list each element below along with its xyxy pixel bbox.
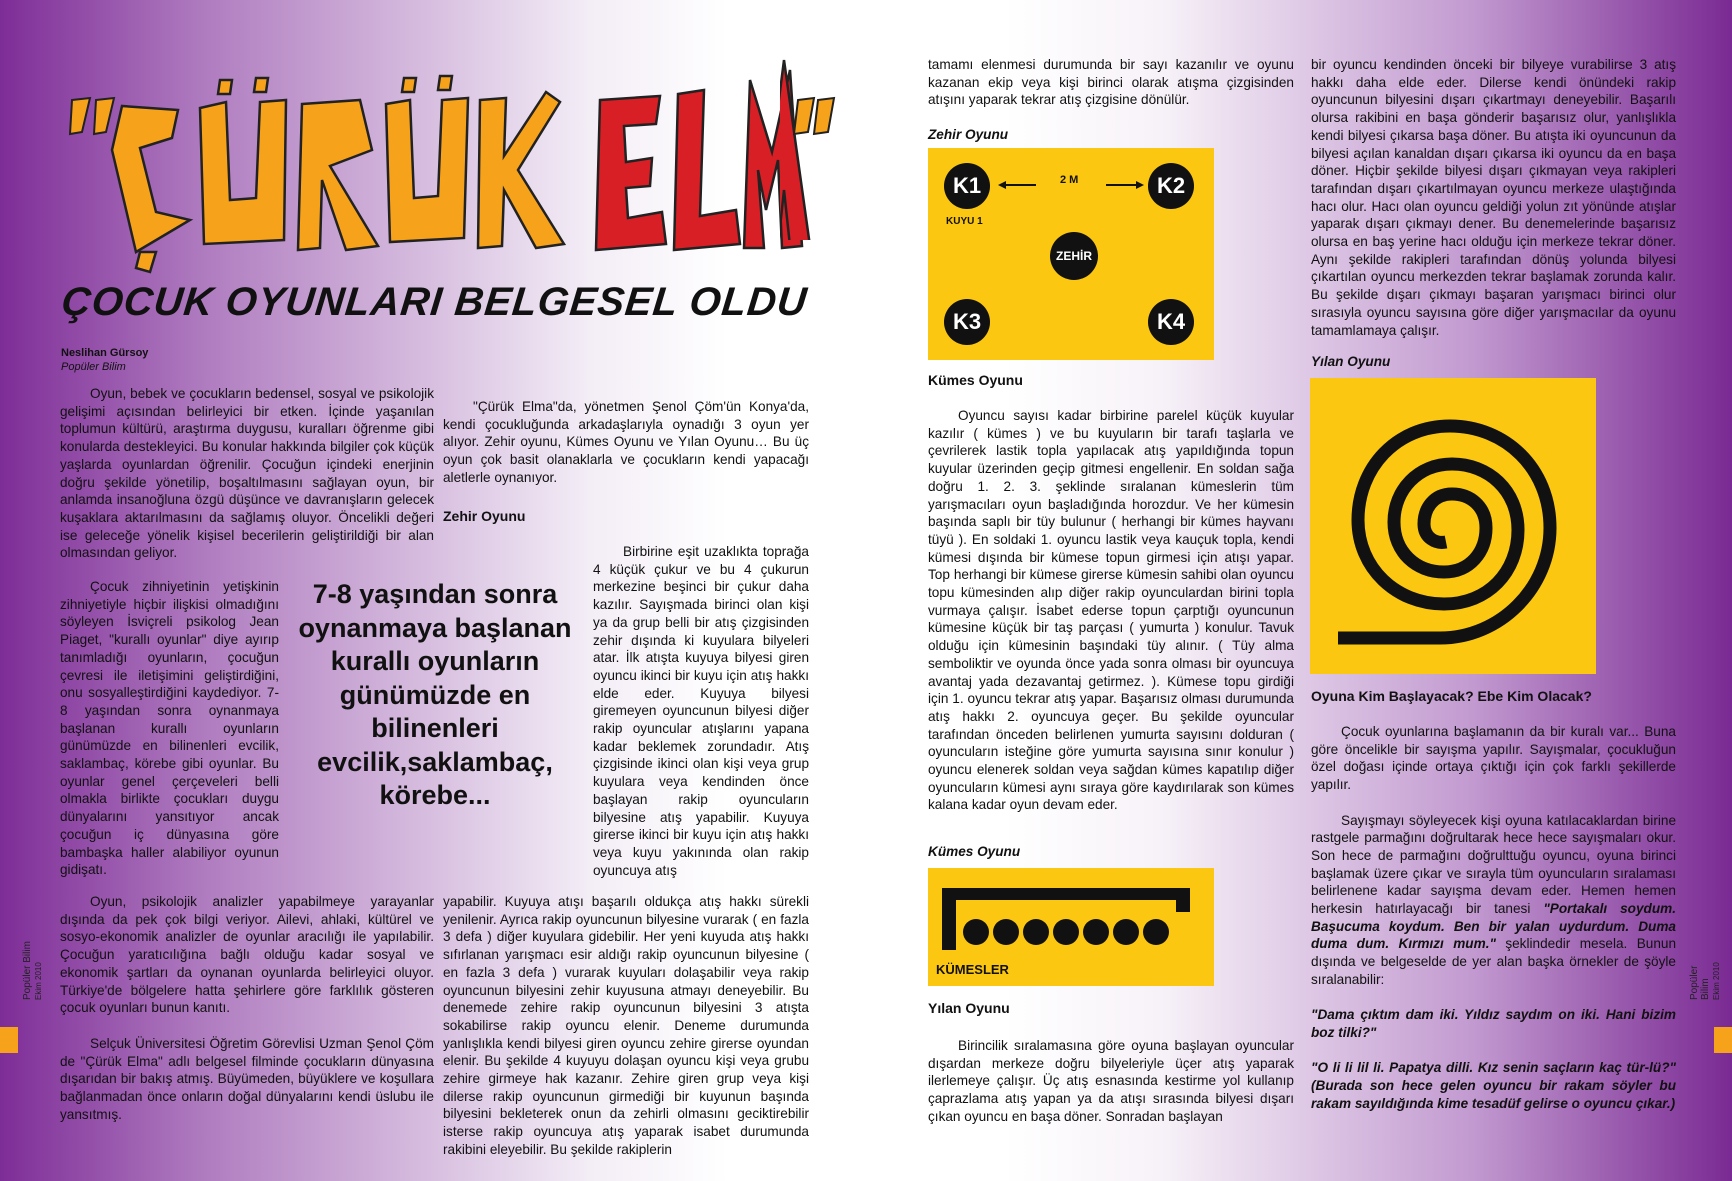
k2-circle: K2 (1148, 163, 1194, 209)
title-letter-k (478, 92, 564, 248)
col2-paragraph-2a: Birbirine eşit uzaklıkta toprağa 4 küçük çukur ve bu 4 çukurun merkezine beşinci bir çukur daha kazılır. Sayışmada birinci olan kişi ya da grup belli bir atış çizgisinden zehir dışında ki kuyulara bilyeleri atar. İlk atışta kuyuya bilyesi giren oyuncu ikinci bir kuyu için atış hakkı elde eder. Kuyuya bilyesi giremeyen oyuncunun bilyesi diğer rakip oyuncular atışlarını yapana kadar beklemek zorundadır. Atış çizgisinde ikinci olan kişi veya grup kuyulara veya kendinden önce başlayan rakip oyuncuların bilyesine atış yapabilir. Kuyuya girerse ikinci bir kuyu için atış hakkı veya kuyu yakınında olan rakip oyuncuya atış (593, 544, 809, 878)
column-2-intro (443, 398, 809, 487)
title-art-end (780, 40, 840, 240)
col4-paragraph-3a: Sayışmayı söyleyecek kişi oyuna katılacaklardan birine rastgele parmağını doğrultarak hece hece sayışmaları okur. Son hece de parmağını doğrulttuğu oyuncu, oyuna birinci başlamak üzere çıkar ve sırayla tüm oyuncuların sıralaması belirlenene kadar sayışma devam eder. Hemen hemen herkesin hatırlayacağı bir tanesi (1311, 812, 1676, 917)
arrow-left-icon (998, 181, 1036, 189)
arrow-right-icon (1106, 181, 1144, 189)
subtitle: ÇOCUK OYUNLARI BELGESEL OLDU (59, 280, 810, 324)
kuyu-label: KUYU 1 (946, 216, 983, 227)
left-side-label-line2: Ekim 2010 (34, 962, 43, 1000)
title-open-quote (70, 98, 114, 134)
fig2-label: Kümes Oyunu (928, 844, 1021, 859)
col4-rhyme-1: "Portakalı soydum. Başucuma koydum. Ben bir yalan uydurdum. Duma duma dum. Kırmızı mum." (1311, 901, 1676, 952)
column-4-body (1311, 723, 1676, 1112)
column-1-body-narrow (60, 578, 279, 879)
column-3-body (928, 407, 1294, 814)
left-side-label-line1: Popüler Bilim (22, 941, 33, 1000)
left-page-tab (0, 1027, 18, 1053)
title-letter-u1 (200, 78, 286, 244)
col3-paragraph-1: tamamı elenmesi durumunda bir sayı kazanılır ve oyunu kazanan ekip veya kişi birinci olarak atışma çizgisinden atışını yaparak tekrar atış çizgisine dönülür. (928, 57, 1294, 108)
col1-paragraph-2: Çocuk zihniyetinin yetişkinin zihniyetiyle hiçbir ilişkisi olmadığını söyleyen İsviçreli psikolog Jean Piaget, "kurallı oyunlar" diye ayırıp tanımladığı oyunların, çocuğun çevresi ile iletişimini geliştirdiğini, onu sosyalleştirdiğini kaydediyor. 7-8 yaşından sonra oynanmaya başlanan kurallı oyunların günümüzde en bilinenleri evcilik, saklambaç, körebe gibi oyunlar. Bu oyunlar genel çerçeveleri belli olmakla birlikte çocukları duygu dünyalarını yansıtıyor ancak çocuğun iç dünyasına göre bambaşka haller alabiliyor oyunun gidişatı. (60, 579, 279, 878)
column-2-lower (443, 893, 809, 1159)
col4-paragraph-1: bir oyuncu kendinden önceki bir bilyeye vurabilirse 3 atış hakkı daha elde eder. Dilerse kendi önündeki rakip oyuncunun bilyesini dışarı çıkartmayı deneyebilir. Başarılı olursa rakibini en başa gönderir başarısız olur, yanlışlıkla kendi bilyesi çıkarsa başa döner. Bu atışta iki oyuncunun da bilyesi açılan kanaldan dışarı çıkarsa iki oyuncu da en başa döner. Hiçbir şekilde bilyesi dışarı çıkmayan veya rakipleri tarafından dışarı çıkartılmayan oyuncu merkeze ulaştığında hacı olur. Hacı olan oyuncu geldiği yolun zıt yönünde atışlar yaparak dışarı çıkmayı dener. Bu denemelerinde başarısız olursa en baş yerine hacı olduğu için merkeze tekrar döner. Aynı şekilde rakipleri tarafından dönüş yolunda bilyesi çıkartılan oyuncu merkezden tekrar başlamak zorunda kalır. Bu şekilde dışarı çıkmayı başaran yarışmacı birinci olur sırasıyla oyuncu sayısına göre diğer yarışmacılar da oyunu tamamlamaya çalışır. (1311, 57, 1676, 338)
kumes-label: KÜMESLER (936, 962, 1009, 977)
col3-paragraph-3: Birincilik sıralamasına göre oyuna başlayan oyuncular dışardan merkeze doğru bilyeleriyle üçer atış yaparak ilerlemeye çalışır. Üç atış esnasında kestirme yol kullanıp çaprazlama atış yapan ya da atışı sırasında bilyesi dışarı çıkan oyuncu en başa döner. Sonradan başlayan (928, 1038, 1294, 1124)
column-3-bottom (928, 1037, 1294, 1126)
k1-circle: K1 (944, 163, 990, 209)
col4-heading: Oyuna Kim Başlayacak? Ebe Kim Olacak? (1311, 688, 1592, 704)
column-1-body (60, 385, 434, 562)
column-4-top (1311, 56, 1676, 339)
col2-heading-zehir: Zehir Oyunu (443, 508, 526, 524)
zehir-circle: ZEHİR (1050, 232, 1098, 280)
col4-paragraph-3c: şeklindedir mesela. Bunun dışında ve belgeselde de yer alan başka örnekler de şöyle sıralanabilir: (1311, 936, 1676, 987)
col4-rhyme-3: "O li li lil li. Papatya dilli. Kız senin saçların kaç tür-lü?" (Burada son hece gelen oyuncu bir rakam söyler bu rakam sayıldığında kime tesadüf gelirse o oyuncu çıkar.) (1311, 1060, 1676, 1111)
col3-paragraph-2: Oyuncu sayısı kadar birbirine parelel küçük kuyular kazılır ( kümes ) ve bu kuyuların bir tarafı taşlarla ve çevrilerek lastik topla yapılacak atış yapıldığında topun kuyular üzerinden geçip gitmesi engellenir. En soldan sağa doğru 1. 2. 3. şeklinde sıralanan kümeslerin tüm yarışmacıları oyun başladığında horozdur. Ve her kümesin başında saplı bir tüy bulunur ( herhangi bir kümes hayvanı tüyü ). En soldaki 1. oyuncu lastik veya kauçuk topla, kendi kümesi dışında bir kümese topun girmesi için atışı yapar. Top herhangi bir kümese girerse kümesin sahibi olan oyuncu topu kümesinden alıp diğer rakip oyunculardan birini topla vurmaya çalışır. İsabet ederse topun çarptığı oyuncunun kümesine küçük bir taş parçası ( yumurta ) konulur. Tavuk olduğu için kümesinin başındaki tüy alınır. ( Tüy alma semboliktir ve oyunda önce yada sonra olması bir oyuncuya avantaj yada dezavantaj getirmez. ). Kümese topu girdiği için 1. oyuncu tekrar atış yapar. Başarısız olması durumunda atış hakkı 2. oyuncuya geçer. Bu şekilde oyuncular tarafından önceden belirlenen yumurta sayısını dolduran ( oyuncuların isteğine göre yumurta sayısına sınır konulur ) oyuncu elenerek soldan veya sağdan kümes kapatılıp diğer oyuncuların kümesi aynı sıraya göre kaydırılarak son kümes kalana kadar oyun devam eder. (928, 408, 1294, 813)
col2-paragraph-1: "Çürük Elma"da, yönetmen Şenol Çöm'ün Konya'da, kendi çocukluğunda arkadaşlarıyla oynadığı 3 oyun yer alıyor. Zehir oyunu, Kümes Oyunu ve Yılan Oyunu… Bu üç oyun çok basit olanaklarla ve çocukların kendi yapacağı aletlerle oynanıyor. (443, 399, 809, 485)
col2-paragraph-2b: yapabilir. Kuyuya atışı başarılı oldukça atış hakkı sürekli yenilenir. Ayrıca rakip oyuncunun bilyesine vurarak ( en fazla 3 defa ) diğer kuyulara gidebilir. Her yeni kuyuda atış hakkı sıfırlanan yarışmacı esir aldığı rakip oyuncunun bilyesine ( en fazla 3 defa ) vurarak kuyuları dolaşabilir veya rakip oyuncunun bilyesini zehir kuyusuna atmayı deneyebilir. Bu denemede zehire rakip oyuncunun bilyesini 3 atışta sokabilirse rakip oyuncu elenir. Deneme durumunda yanlışlıkla kendi bilyesi giren oyuncu zehire girerse oyundan elenir. Bu şekilde 4 kuyuyu dolaşan oyuncu kişi veya grubu zehire girmeye hak kazanır. Zehire giren grup veya kişi dilerse rakip oyuncunun girmediği bir kuyunun başında bilyesini bekleterek onun da zehirli olmasını geciktirebilir isterse rakip oyuncuya atış yaparak isabet durumunda rakibini eleyebilir. Bu şekilde rakiplerin (443, 894, 809, 1157)
col1-paragraph-1: Oyun, bebek ve çocukların bedensel, sosyal ve psikolojik gelişimi açısından belirleyici bir etken. İçinde yaşanılan toplumun kültürü, araştırma duygusu, kuralları öğrenme gibi konularda destekleyici. Bu konular hakkında bilgiler çok küçük yaşlarda oyunlardan öğrenilir. Çocuğun içindeki enerjinin doğru şekilde yönetilip, boşaltılmasını sağlayan oyun, bir anlamda insanoğluna özgü düşünce ve davranışların gelecek kuşaklara aktarılmasını da sağlamış oluyor. Öncelikli değeri ise geleceğe yönelik kişisel becerilerin geliştirildiği bir alan olmasından geliyor. (60, 386, 434, 561)
title-letter-l (674, 90, 740, 250)
fig1-caption: Kümes Oyunu (928, 372, 1023, 388)
title-art (60, 40, 820, 280)
right-side-label-line1: Popüler Bilim (1689, 965, 1711, 1000)
col1-paragraph-3: Oyun, psikolojik analizler yapabilmeye yarayanlar dışında da pek çok bilgi veriyor. Ailevi, ahlaki, kültürel ve sosyo-ekonomik analizler de oyunlar aracılığı ile yapılabilir. Çocuğun yaratıcılığına bağlı olduğu kadar sosyal ve ekonomik şartları da oynanan oyunlarda belirleyici oluyor. Türkiye'de bölgelere hatta şehirlere göre farklılık gösteren çocuk oyunları bunun kanıtı. (60, 894, 434, 1016)
k3-circle: K3 (944, 299, 990, 345)
kumes-diagram (928, 868, 1214, 986)
fig3-label: Yılan Oyunu (1311, 354, 1391, 369)
fig2-caption: Yılan Oyunu (928, 1000, 1010, 1016)
zehir-diagram (928, 148, 1214, 360)
spiral-icon (1310, 378, 1596, 674)
pull-quote: 7-8 yaşından sonra oynanmaya başlanan kurallı oyunların günümüzde en bilinenleri evcilik,saklambaç, körebe... (298, 579, 572, 810)
k4-circle: K4 (1148, 299, 1194, 345)
column-3-top (928, 56, 1294, 109)
left-side-label (22, 941, 44, 1000)
yilan-diagram (1310, 378, 1596, 674)
title-close-quote (794, 98, 834, 134)
title-letter-r (298, 100, 378, 250)
author-source: Popüler Bilim (61, 361, 126, 373)
distance-arrows (996, 178, 1146, 192)
col4-paragraph-3 (1311, 812, 1676, 989)
title-letter-e (596, 96, 666, 250)
col4-rhyme-2: "Dama çıktım dam iki. Yıldız saydım on iki. Hani bizim boz tilki?" (1311, 1007, 1676, 1040)
col4-paragraph-2: Çocuk oyunlarına başlamanın da bir kuralı var... Buna göre öncelikle bir sayışma yapılır. Sayışmalar, çocukluğun özel doğası içinde ortaya çıktığı için çok farklı şekillerde yapılır. (1311, 724, 1676, 793)
right-page-tab (1714, 1027, 1732, 1053)
col1-paragraph-4: Selçuk Üniversitesi Öğretim Görevlisi Uzman Şenol Çöm de "Çürük Elma" adlı belgesel filminde çocukların dünyasına dışarıdan bir bakış atmış. Büyümeden, büyüklere ve koşullara bağlanmadan önce onların doğal dünyalarını kendi üslubu ile yansıtmış. (60, 1035, 434, 1122)
distance-label: 2 M (1060, 174, 1079, 186)
title-letter-c (112, 106, 190, 272)
fig1-label: Zehir Oyunu (928, 127, 1009, 142)
title-letter-u2 (386, 76, 468, 242)
right-side-label (1689, 957, 1722, 1000)
author-name: Neslihan Gürsoy (61, 347, 149, 359)
column-1-body-lower (60, 893, 434, 1123)
right-side-label-line2: Ekim 2010 (1712, 962, 1721, 1000)
column-2-narrow (593, 543, 809, 879)
title-letter-a (780, 60, 810, 240)
